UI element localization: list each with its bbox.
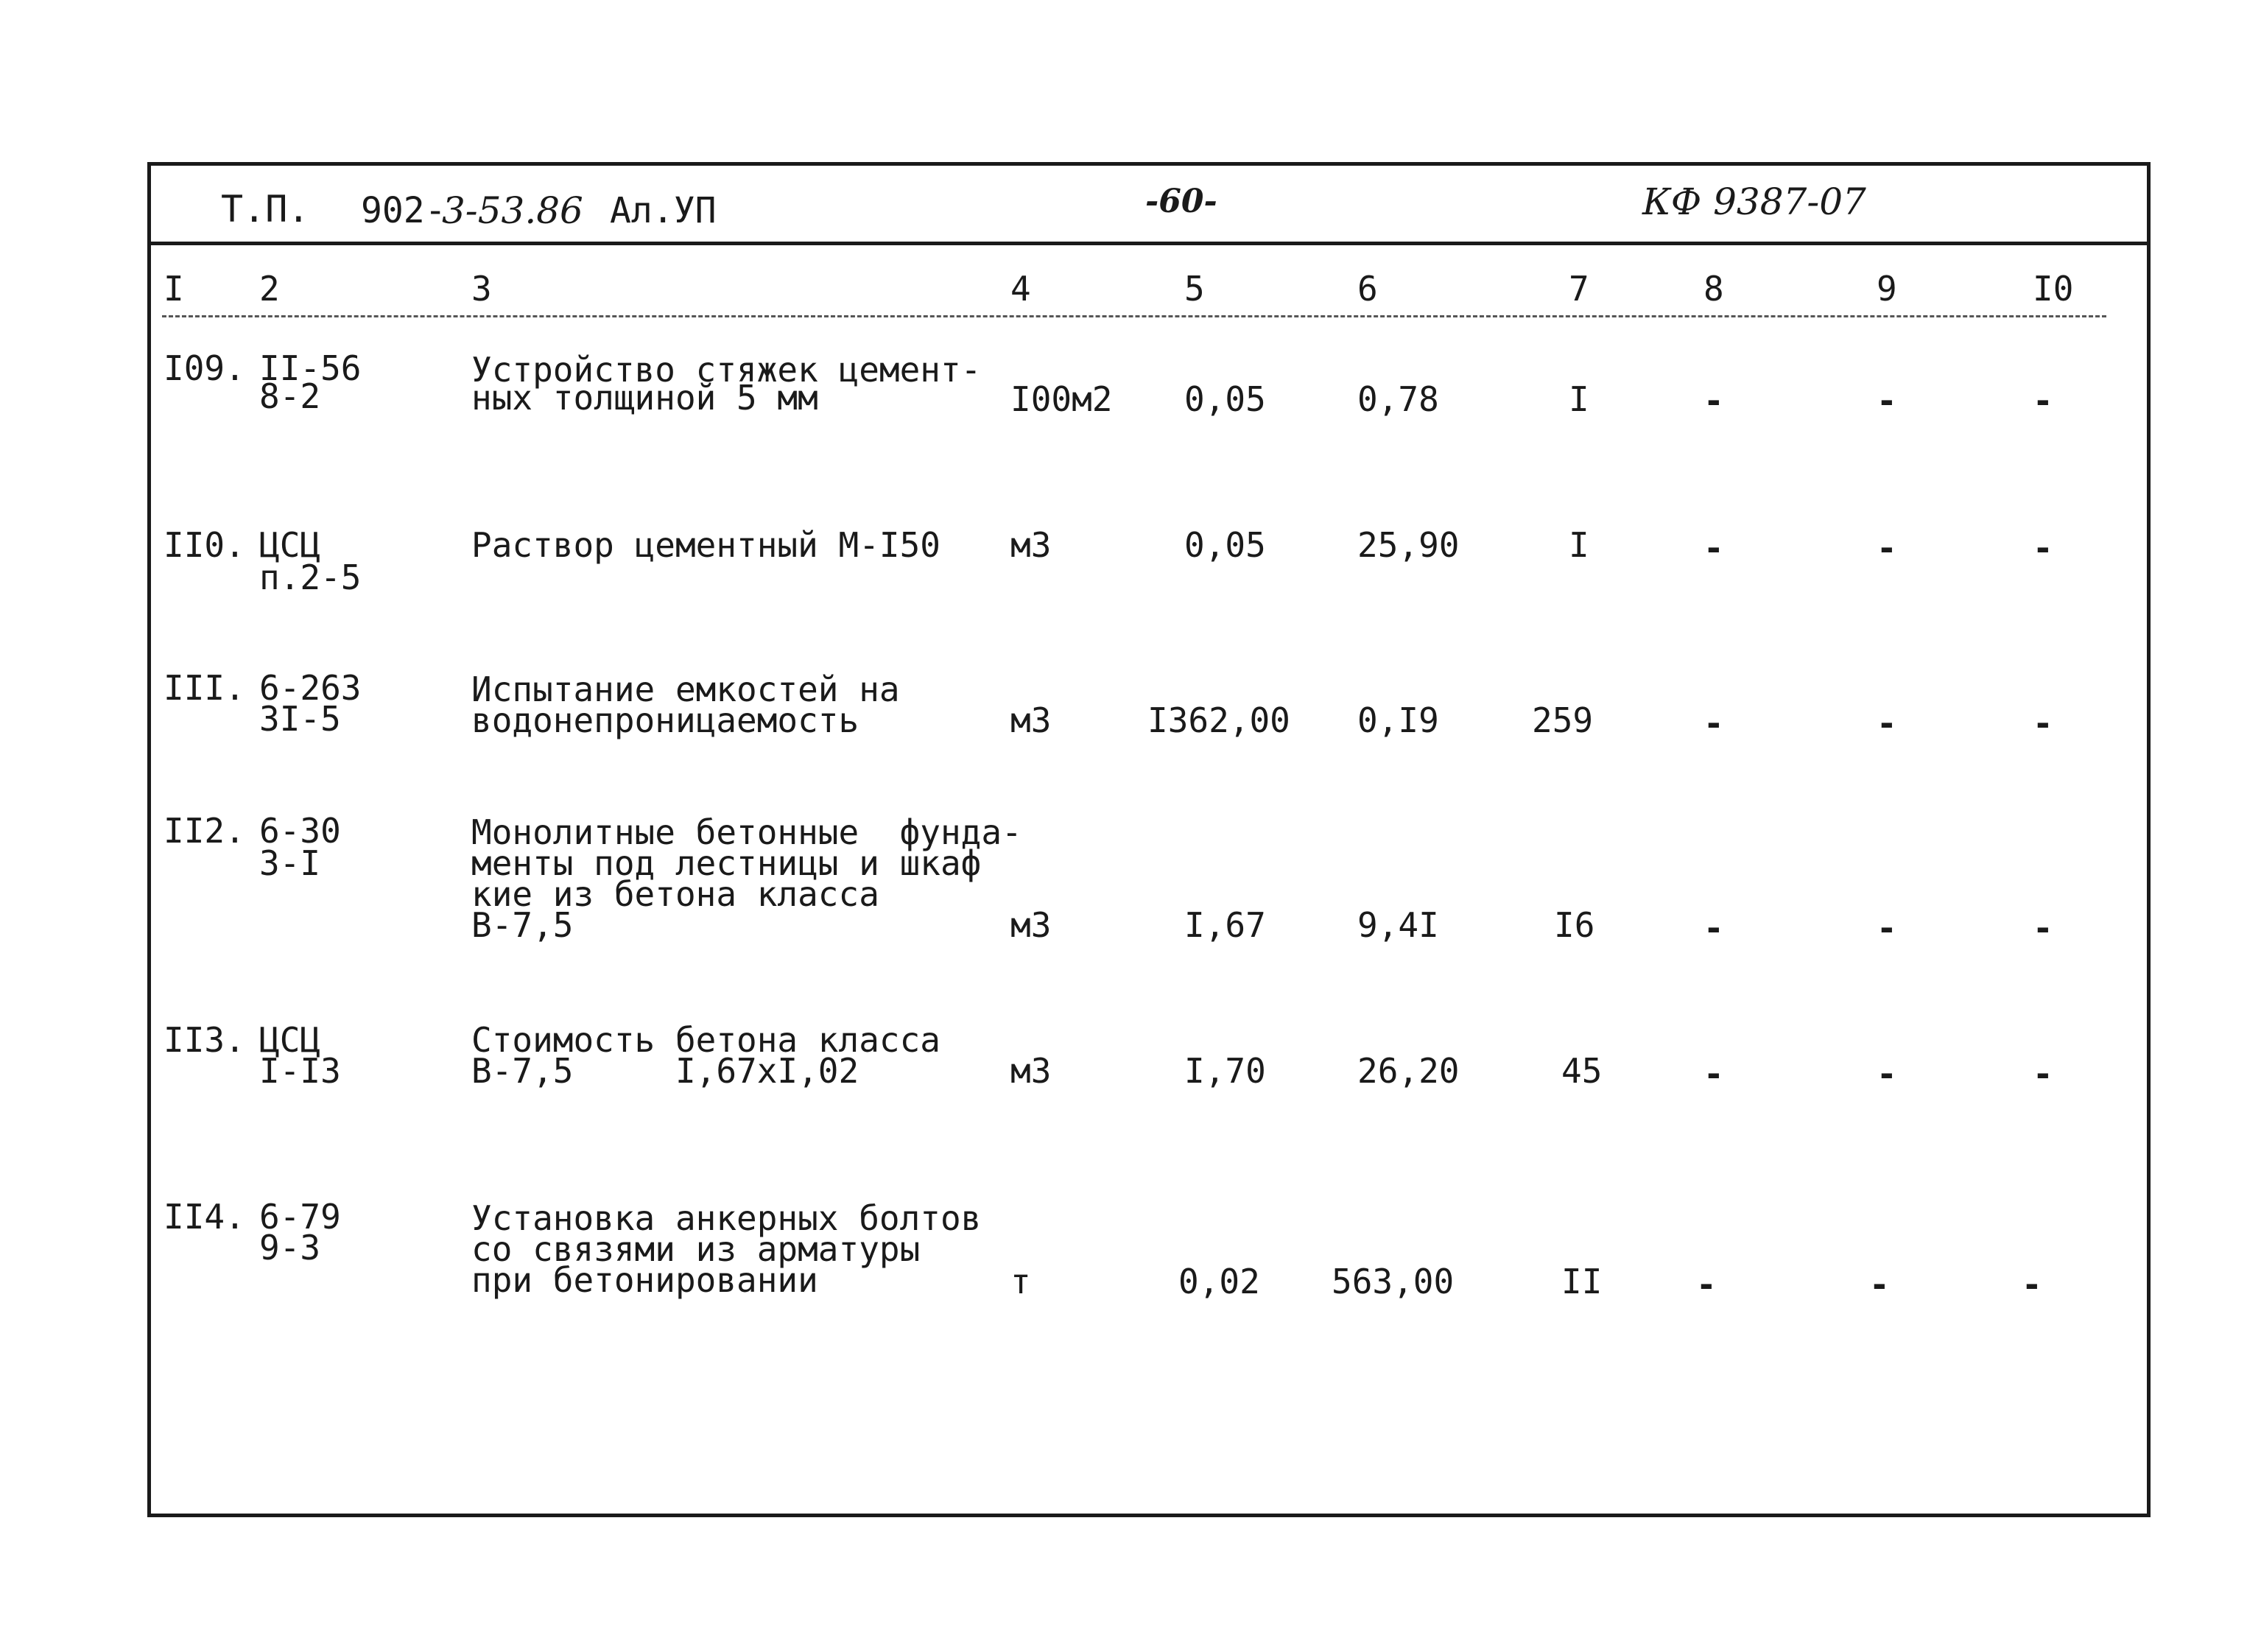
row-description-line: В-7,5 <box>471 905 574 945</box>
row-code-2: 3I-5 <box>259 699 341 739</box>
table-frame <box>147 162 2151 1517</box>
document-code: КФ 9387-07 <box>1642 180 1866 223</box>
project-prefix: 902- <box>361 190 446 231</box>
row-quantity: 0,05 <box>1184 525 1266 565</box>
row-price: 0,78 <box>1357 379 1439 419</box>
row-col9: - <box>1877 381 1897 421</box>
row-description-line: Монолитные бетонные фунда- <box>471 812 1022 852</box>
row-price: 0,I9 <box>1357 700 1439 740</box>
row-number: II4. <box>163 1197 245 1237</box>
row-quantity: I362,00 <box>1147 700 1290 740</box>
row-col8: - <box>1696 1265 1717 1304</box>
row-unit: м3 <box>1010 905 1052 945</box>
row-col8: - <box>1703 381 1724 421</box>
row-col10: - <box>2033 703 2053 743</box>
row-col9: - <box>1877 528 1897 568</box>
row-price: 26,20 <box>1357 1051 1460 1091</box>
tp-label: Т.П. <box>221 188 310 231</box>
row-unit: т <box>1010 1262 1031 1301</box>
row-description-line: В-7,5 I,67хI,02 <box>471 1051 859 1091</box>
row-code-2: 3-I <box>259 843 321 883</box>
row-quantity: 0,05 <box>1184 379 1266 419</box>
header-dashed-rule <box>162 315 2106 317</box>
row-total: I6 <box>1554 905 1595 945</box>
column-header-3: 3 <box>471 269 492 309</box>
row-code-2: 8-2 <box>259 376 321 416</box>
row-quantity: I,70 <box>1184 1051 1266 1091</box>
row-number: II2. <box>163 811 245 851</box>
column-header-7: 7 <box>1569 269 1589 309</box>
row-number: II3. <box>163 1020 245 1060</box>
project-number: 3-53.86 <box>442 189 583 232</box>
row-description-line: кие из бетона класса <box>471 874 879 914</box>
row-number: I09. <box>163 348 245 388</box>
row-code-2: 9-3 <box>259 1228 321 1268</box>
row-price: 25,90 <box>1357 525 1460 565</box>
row-code-2: п.2-5 <box>259 558 362 597</box>
row-description-line: при бетонировании <box>471 1260 818 1300</box>
row-col8: - <box>1703 1054 1724 1094</box>
row-code-1: 6-79 <box>259 1197 341 1237</box>
row-unit: м3 <box>1010 525 1052 565</box>
row-description-line: ных толщиной 5 мм <box>471 378 818 418</box>
row-col10: - <box>2033 528 2053 568</box>
row-description-line: Устройство стяжек цемент- <box>471 350 982 390</box>
column-header-10: I0 <box>2033 269 2074 309</box>
row-code-1: ЦСЦ <box>259 1020 321 1060</box>
row-code-1: 6-263 <box>259 668 362 708</box>
row-total: 259 <box>1532 700 1594 740</box>
row-number: III. <box>163 668 245 708</box>
row-description-line: водонепроницаемость <box>471 700 859 740</box>
column-header-5: 5 <box>1184 269 1205 309</box>
column-header-9: 9 <box>1877 269 1897 309</box>
row-code-1: ЦСЦ <box>259 525 321 565</box>
row-unit: I00м2 <box>1010 379 1113 419</box>
row-col10: - <box>2033 381 2053 421</box>
row-description-line: Установка анкерных болтов <box>471 1198 982 1238</box>
column-header-2: 2 <box>259 269 280 309</box>
column-header-4: 4 <box>1010 269 1031 309</box>
row-total: II <box>1561 1262 1603 1301</box>
row-number: II0. <box>163 525 245 565</box>
row-description-line: со связями из арматуры <box>471 1229 921 1269</box>
row-code-2: I-I3 <box>259 1051 341 1091</box>
row-col9: - <box>1877 703 1897 743</box>
row-col10: - <box>2033 1054 2053 1094</box>
row-description-line: Раствор цементный М-I50 <box>471 525 940 565</box>
row-quantity: I,67 <box>1184 905 1266 945</box>
row-col9: - <box>1877 1054 1897 1094</box>
row-description-line: Испытание емкостей на <box>471 669 900 709</box>
row-col8: - <box>1703 908 1724 948</box>
row-code-1: 6-30 <box>259 811 341 851</box>
row-description-line: Стоимость бетона класса <box>471 1020 940 1060</box>
column-header-6: 6 <box>1357 269 1378 309</box>
row-description-line: менты под лестницы и шкаф <box>471 843 982 883</box>
column-header-1: I <box>163 269 184 309</box>
row-code-1: II-56 <box>259 348 362 388</box>
album-label: Ал.УП <box>610 190 717 231</box>
row-unit: м3 <box>1010 700 1052 740</box>
row-price: 563,00 <box>1332 1262 1455 1301</box>
row-total: 45 <box>1561 1051 1603 1091</box>
row-total: I <box>1569 525 1589 565</box>
row-unit: м3 <box>1010 1051 1052 1091</box>
row-total: I <box>1569 379 1589 419</box>
row-col10: - <box>2022 1265 2042 1304</box>
page-number: -60- <box>1145 183 1217 220</box>
row-col9: - <box>1877 908 1897 948</box>
row-col8: - <box>1703 528 1724 568</box>
row-col9: - <box>1869 1265 1890 1304</box>
row-quantity: 0,02 <box>1178 1262 1260 1301</box>
row-col8: - <box>1703 703 1724 743</box>
row-price: 9,4I <box>1357 905 1439 945</box>
column-header-8: 8 <box>1703 269 1724 309</box>
header-divider <box>147 242 2151 245</box>
row-col10: - <box>2033 908 2053 948</box>
